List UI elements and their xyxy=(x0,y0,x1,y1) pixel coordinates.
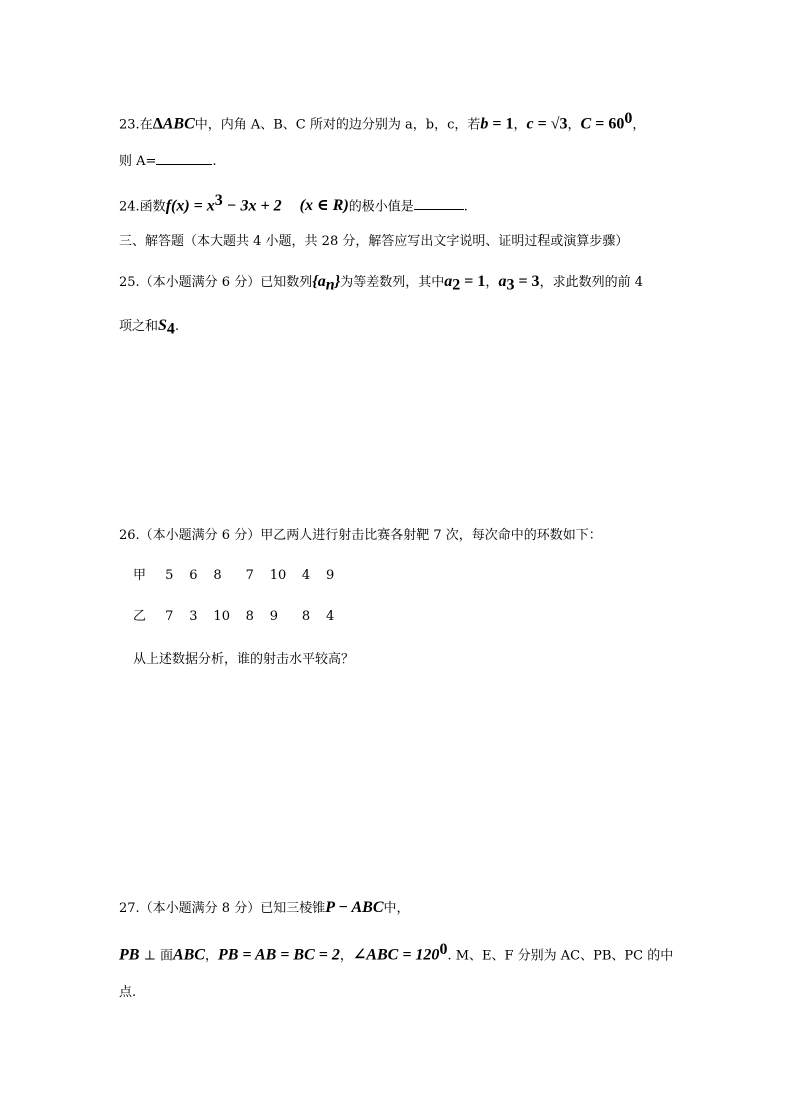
q25-prefix: 25.（本小题满分 6 分）已知数列 xyxy=(119,275,313,290)
q23-sep1: ， xyxy=(513,117,527,133)
q24-sup: 3 xyxy=(214,192,223,209)
q23-end: ， xyxy=(632,117,646,133)
q25-a3-eq: = 3 xyxy=(514,273,540,290)
q26-value: 8 xyxy=(213,568,222,583)
q26-row-jia xyxy=(133,566,346,586)
q23-answer-blank[interactable] xyxy=(156,150,212,165)
q25-line1 xyxy=(119,272,643,296)
q24-line xyxy=(119,191,468,217)
q27-line2 xyxy=(119,940,673,966)
q24-answer-blank[interactable] xyxy=(414,195,464,210)
q27-pyramid: P − ABC xyxy=(325,899,384,916)
q23-line1 xyxy=(119,109,645,135)
q27-pb: PB xyxy=(119,946,140,964)
q26-value: 9 xyxy=(269,609,278,624)
q25-a3-sub: 3 xyxy=(506,276,515,294)
q23-prefix: 23.在 xyxy=(119,117,153,133)
q25-a3: a xyxy=(498,273,507,290)
q26-value: 3 xyxy=(189,609,198,624)
q26-value: 6 xyxy=(189,568,198,583)
q23-C-sup: 0 xyxy=(624,110,633,127)
q26-value: 7 xyxy=(245,568,254,583)
q23-line2 xyxy=(119,150,217,172)
q26-row-name: 乙 xyxy=(133,609,147,624)
q24-rest: − 3x + 2 xyxy=(222,197,282,215)
q27-line3: 点. xyxy=(119,985,137,1000)
q25-line2 xyxy=(119,316,179,340)
q27-sep2: ， xyxy=(339,948,353,964)
q26-value: 7 xyxy=(165,609,174,624)
q27-eq: PB = AB = BC = 2 xyxy=(217,946,340,964)
q24-prefix: 24.函数 xyxy=(119,199,166,215)
q25-line2-prefix: 项之和 xyxy=(119,319,159,334)
q26-value: 8 xyxy=(301,609,311,624)
q23-C-eq: = 60 xyxy=(591,115,625,133)
q25-S: S xyxy=(158,317,167,334)
q23-c-var: c xyxy=(526,115,534,133)
q23-delta: Δ xyxy=(152,115,163,133)
q23-C-var: C xyxy=(580,115,592,133)
q27-angle: ∠ABC = 120 xyxy=(352,946,440,964)
q25-seq-close: } xyxy=(334,273,341,290)
q25-sep: ， xyxy=(485,275,499,290)
q24-func: f xyxy=(165,197,172,215)
q26-value: 10 xyxy=(269,568,287,583)
q26-value: 10 xyxy=(213,609,230,624)
q25-text1: 为等差数列，其中 xyxy=(340,275,445,290)
q27-sep1: ， xyxy=(204,948,218,964)
q26-question: 从上述数据分析，谁的射击水平较高？ xyxy=(133,652,355,667)
q26-value: 8 xyxy=(245,609,254,624)
q23-text: 中，内角 A、B、C 所对的边分别为 a，b，c，若 xyxy=(194,117,481,133)
q23-line2-text: 则 A= xyxy=(119,154,157,169)
q23-triangle: ABC xyxy=(162,115,195,133)
q26-row-name: 甲 xyxy=(133,568,147,583)
q24-suffix: 的极小值是 xyxy=(348,199,414,215)
q26-value: 4 xyxy=(301,568,311,583)
q23-sep2: ， xyxy=(567,117,581,133)
q25-seq: {a xyxy=(312,273,326,290)
q26-heading: 26.（本小题满分 6 分）甲乙两人进行射击比赛各射靶 7 次，每次命中的环数如下： xyxy=(119,528,602,543)
q26-row-yi xyxy=(133,607,346,627)
q24-func-x: (x) = x xyxy=(171,197,215,215)
q26-value: 5 xyxy=(165,568,174,583)
q23-c-eq: = √3 xyxy=(533,115,568,133)
q23-b-eq: = 1 xyxy=(488,115,514,133)
q25-line2-end: . xyxy=(174,319,180,334)
q27-angle-sup: 0 xyxy=(439,941,448,958)
q23-line2-end: . xyxy=(212,154,217,169)
q25-text2: ，求此数列的前 4 xyxy=(539,275,643,290)
q24-domain: (x ∈ R) xyxy=(299,197,349,215)
q25-a2: a xyxy=(444,273,453,290)
q27-abc: ABC xyxy=(172,946,205,964)
q25-S-sub: 4 xyxy=(166,320,175,338)
q25-a2-sub: 2 xyxy=(452,276,461,294)
q25-seq-sub: n xyxy=(325,276,335,294)
section3-heading: 三、解答题（本大题共 4 小题，共 28 分，解答应写出文字说明、证明过程或演算步骤） xyxy=(119,234,629,249)
q24-end: . xyxy=(463,199,468,215)
q26-value: 4 xyxy=(325,609,335,624)
q27-line1 xyxy=(119,898,410,919)
q27-tail: . M、E、F 分别为 AC、PB、PC 的中 xyxy=(447,948,674,964)
q27-prefix: 27.（本小题满分 8 分）已知三棱锥 xyxy=(119,901,326,916)
q27-suffix: 中， xyxy=(383,901,410,916)
q26-value: 9 xyxy=(325,568,335,583)
q23-b-var: b xyxy=(480,115,489,133)
q27-perp: ⊥ 面 xyxy=(139,948,173,964)
q25-a2-eq: = 1 xyxy=(460,273,486,290)
